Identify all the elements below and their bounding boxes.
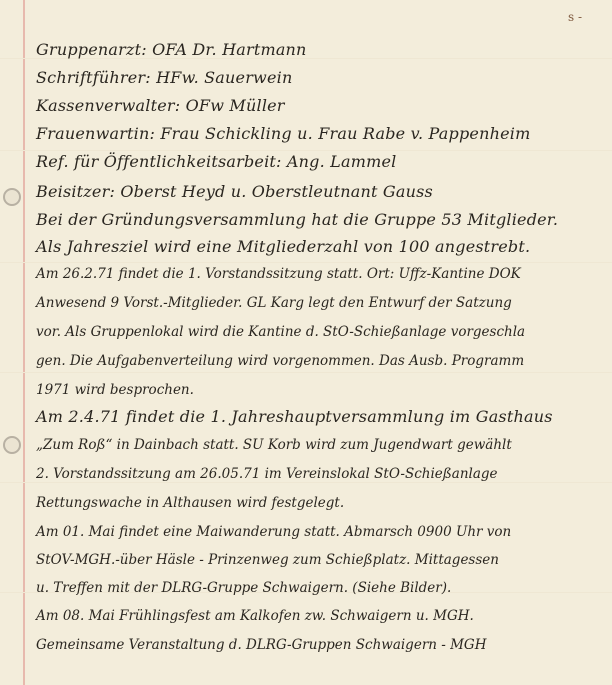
- text-line: vor. Als Gruppenlokal wird die Kantine d. StO-Schießanlage vorgeschla: [36, 324, 526, 340]
- text-line: Gemeinsame Veranstaltung d. DLRG-Gruppen Schwaigern - MGH: [36, 637, 487, 653]
- text-line: Als Jahresziel wird eine Mitgliederzahl von 100 angestrebt.: [36, 237, 531, 256]
- punch-hole: [3, 188, 21, 206]
- text-line: 2. Vorstandssitzung am 26.05.71 im Vereinslokal StO-Schießanlage: [36, 466, 498, 482]
- ruled-line: [0, 262, 612, 263]
- ruled-line: [0, 150, 612, 151]
- text-line: StOV-MGH.-über Häsle - Prinzenweg zum Schießplatz. Mittagessen: [36, 552, 499, 568]
- text-line: Schriftführer: HFw. Sauerwein: [36, 68, 293, 87]
- text-line: Am 2.4.71 findet die 1. Jahreshauptversammlung im Gasthaus: [36, 407, 553, 426]
- text-line: Kassenverwalter: OFw Müller: [36, 96, 285, 115]
- text-line: Am 01. Mai findet eine Maiwanderung statt. Abmarsch 0900 Uhr von: [36, 524, 512, 540]
- punch-hole: [3, 436, 21, 454]
- text-line: Anwesend 9 Vorst.-Mitglieder. GL Karg legt den Entwurf der Satzung: [36, 295, 512, 311]
- text-line: u. Treffen mit der DLRG-Gruppe Schwaigern. (Siehe Bilder).: [36, 580, 452, 596]
- text-line: Beisitzer: Oberst Heyd u. Oberstleutnant Gauss: [36, 182, 433, 201]
- text-line: Gruppenarzt: OFA Dr. Hartmann: [36, 40, 307, 59]
- text-line: Frauenwartin: Frau Schickling u. Frau Rabe v. Pappenheim: [36, 124, 531, 143]
- corner-mark: s -: [568, 10, 583, 24]
- text-line: Ref. für Öffentlichkeitsarbeit: Ang. Lammel: [36, 152, 397, 171]
- text-line: 1971 wird besprochen.: [36, 382, 194, 398]
- text-line: Rettungswache in Althausen wird festgelegt.: [36, 495, 345, 511]
- text-line: „Zum Roß“ in Dainbach statt. SU Korb wird zum Jugendwart gewählt: [36, 437, 512, 453]
- text-line: Am 26.2.71 findet die 1. Vorstandssitzung statt. Ort: Uffz-Kantine DOK: [36, 266, 521, 282]
- text-line: Am 08. Mai Frühlingsfest am Kalkofen zw. Schwaigern u. MGH.: [36, 608, 474, 624]
- text-line: Bei der Gründungsversammlung hat die Gruppe 53 Mitglieder.: [36, 210, 559, 229]
- margin-line: [23, 0, 25, 685]
- text-line: gen. Die Aufgabenverteilung wird vorgenommen. Das Ausb. Programm: [36, 353, 525, 369]
- ruled-line: [0, 372, 612, 373]
